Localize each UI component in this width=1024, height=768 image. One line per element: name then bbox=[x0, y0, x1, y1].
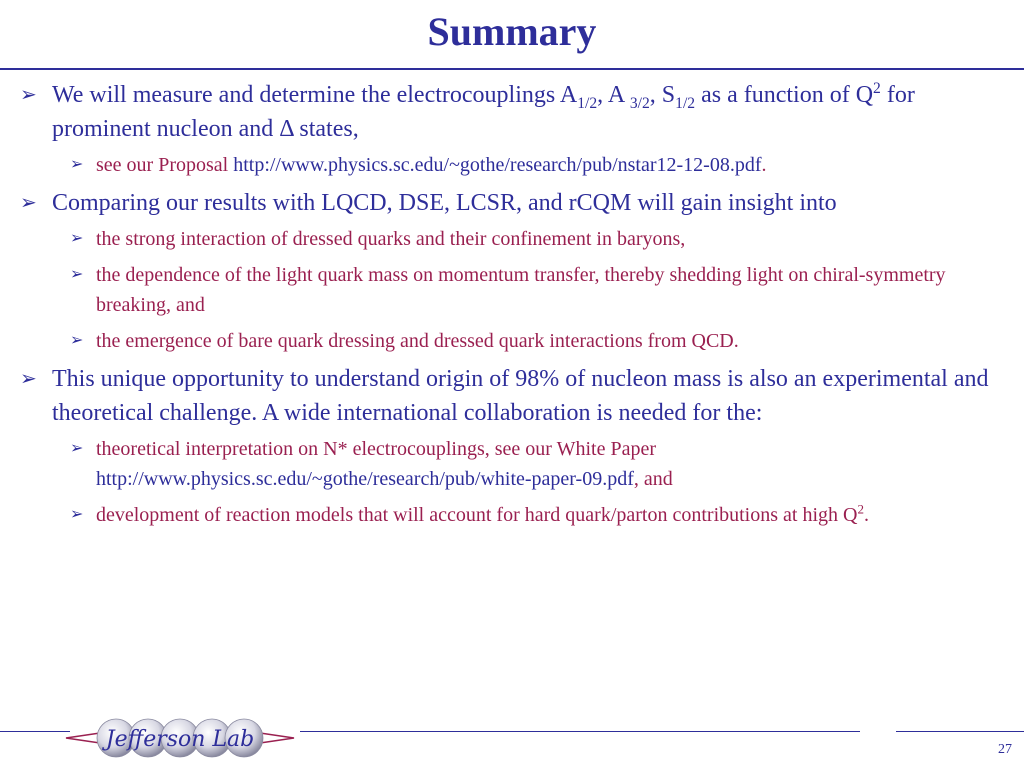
logo-text: Jefferson Lab bbox=[105, 727, 255, 752]
bullet-text: as a function of Q bbox=[695, 82, 874, 108]
sub-bullet-quark-mass bbox=[20, 260, 1012, 320]
bullet-text: , S bbox=[649, 82, 676, 108]
bullet-text: We will measure and determine the electrocouplings A bbox=[52, 82, 578, 108]
sub-bullet-reaction-models bbox=[20, 500, 1012, 530]
bullet-opportunity bbox=[20, 362, 1012, 430]
bullet-comparison bbox=[20, 186, 1012, 220]
arrow-bullet-icon: ➢ bbox=[20, 368, 37, 390]
bullet-text: theoretical interpretation on N* electrocouplings, see our White Paper bbox=[96, 438, 656, 460]
footer-line-middle bbox=[300, 731, 860, 732]
title-divider bbox=[0, 68, 1024, 70]
bullet-text: the dependence of the light quark mass on momentum transfer, thereby shedding light on chiral-symmetry breaking, and bbox=[96, 264, 946, 316]
footer-line-right bbox=[896, 731, 1024, 732]
bullet-text: . bbox=[863, 504, 869, 526]
bullet-electrocouplings bbox=[20, 78, 1012, 146]
proposal-link[interactable]: http://www.physics.sc.edu/~gothe/research/pub/nstar12-12-08.pdf bbox=[233, 154, 762, 176]
bullet-text: the emergence of bare quark dressing and dressed quark interactions from QCD. bbox=[96, 330, 739, 352]
subscript: 1/2 bbox=[675, 94, 696, 112]
arrow-bullet-icon: ➢ bbox=[20, 192, 37, 214]
superscript: 2 bbox=[873, 80, 881, 97]
superscript: 2 bbox=[857, 501, 864, 517]
bullet-text: . bbox=[761, 154, 767, 176]
arrow-bullet-icon: ➢ bbox=[70, 230, 84, 247]
bullet-text: Comparing our results with LQCD, DSE, LCSR, and rCQM will gain insight into bbox=[52, 190, 837, 216]
bullet-text: , and bbox=[633, 468, 673, 490]
white-paper-link[interactable]: http://www.physics.sc.edu/~gothe/research/pub/white-paper-09.pdf bbox=[96, 468, 634, 490]
arrow-bullet-icon: ➢ bbox=[70, 332, 84, 349]
bullet-text: This unique opportunity to understand origin of 98% of nucleon mass is also an experimental and theoretical challenge. A wide international collaboration is needed for the: bbox=[52, 366, 989, 426]
jefferson-lab-logo bbox=[60, 712, 300, 764]
arrow-bullet-icon: ➢ bbox=[20, 84, 37, 106]
slide-title: Summary bbox=[427, 9, 597, 54]
arrow-bullet-icon: ➢ bbox=[70, 506, 84, 523]
bullet-text: the strong interaction of dressed quarks and their confinement in baryons, bbox=[96, 228, 686, 250]
page-number: 27 bbox=[998, 742, 1012, 757]
bullet-text: development of reaction models that will account for hard quark/parton contributions at high Q bbox=[96, 504, 858, 526]
sub-bullet-strong-interaction bbox=[20, 224, 1012, 254]
sub-bullet-proposal bbox=[20, 150, 1012, 180]
subscript: 1/2 bbox=[577, 94, 598, 112]
sub-bullet-white-paper bbox=[20, 434, 1012, 494]
arrow-bullet-icon: ➢ bbox=[70, 440, 84, 457]
subscript: 3/2 bbox=[629, 94, 650, 112]
arrow-bullet-icon: ➢ bbox=[70, 266, 84, 283]
arrow-bullet-icon: ➢ bbox=[70, 156, 84, 173]
sub-bullet-quark-dressing bbox=[20, 326, 1012, 356]
bullet-text: for prominent nucleon and Δ states, bbox=[52, 82, 915, 142]
slide-body bbox=[20, 78, 1012, 536]
bullet-text: , A bbox=[597, 82, 630, 108]
proposal-label: see our Proposal bbox=[96, 154, 234, 176]
